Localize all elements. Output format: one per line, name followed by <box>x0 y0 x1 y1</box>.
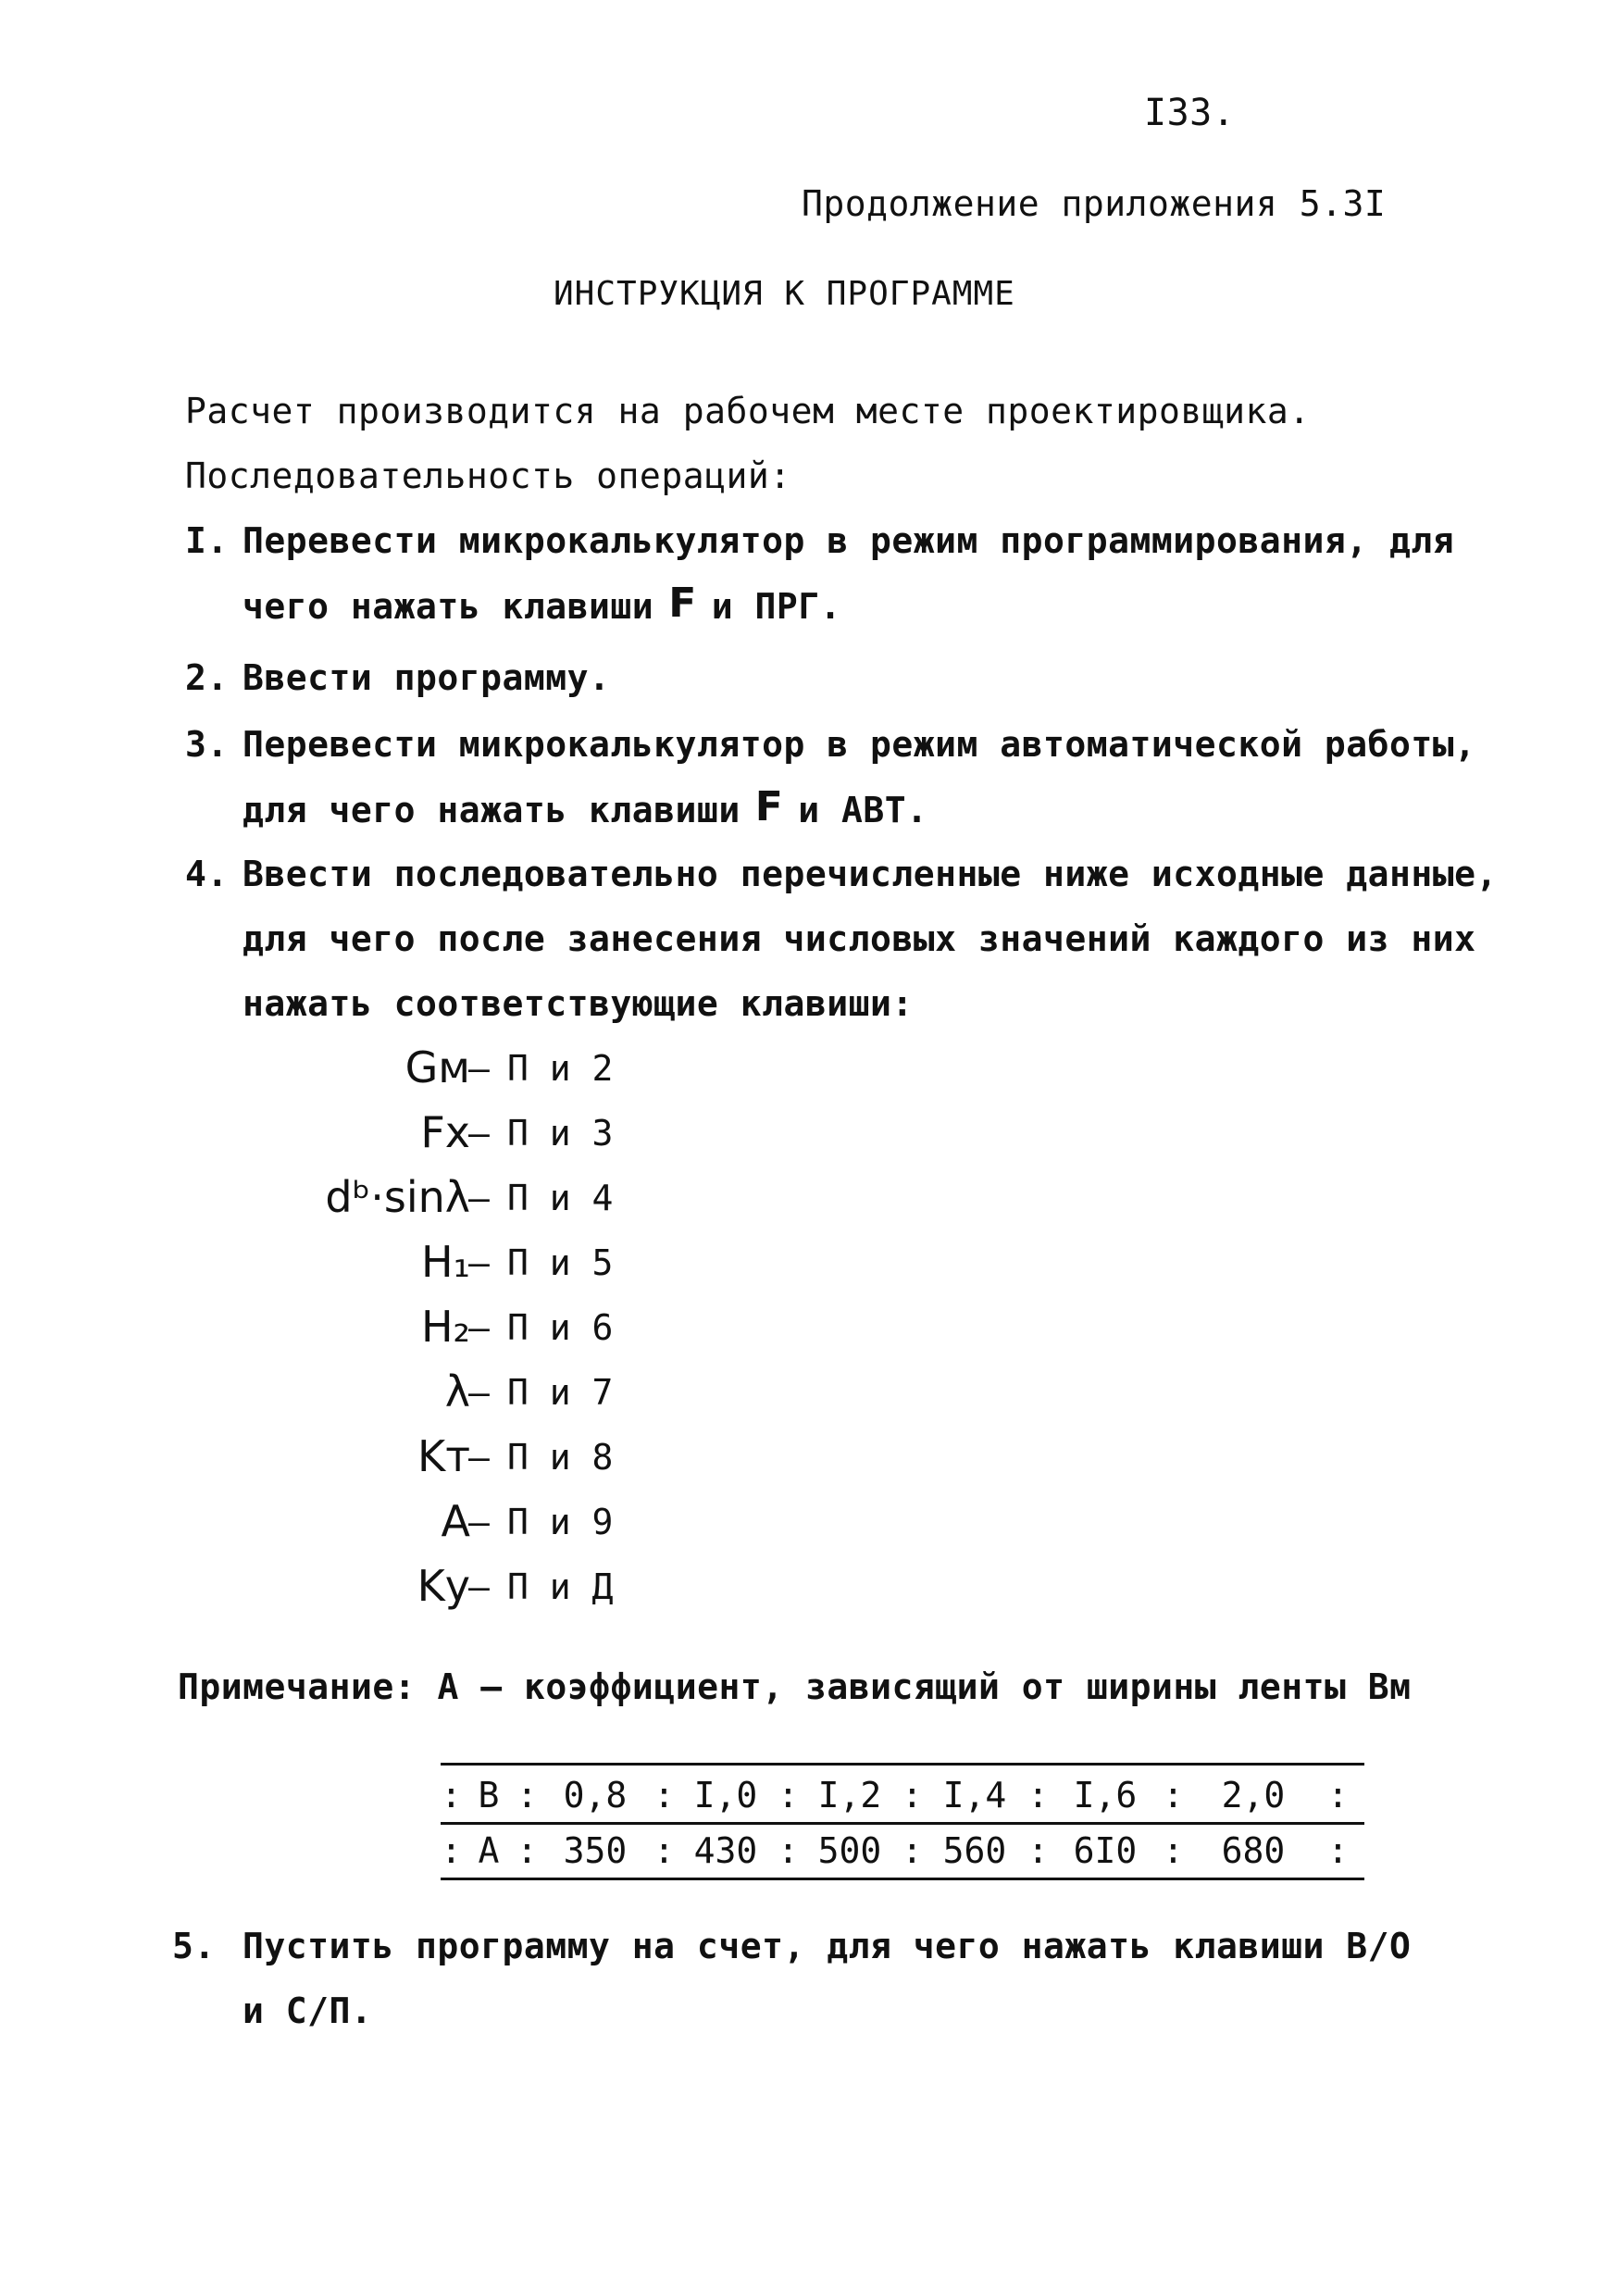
table-separator: : <box>1163 1775 1184 1816</box>
table-top-rule <box>441 1763 1364 1766</box>
step-5-line-2: и С/П. <box>243 1990 373 2031</box>
variable-dash: – <box>468 1502 490 1542</box>
step-3-text-after: и АВТ. <box>798 790 928 830</box>
page-title: ИНСТРУКЦИЯ К ПРОГРАММЕ <box>554 275 1015 313</box>
step-4-line-1: Ввести последовательно перечисленные ниже исходные данные, <box>243 854 1498 894</box>
table-separator: : <box>1163 1830 1184 1871</box>
table-separator: : <box>653 1830 675 1871</box>
step-5-line-1: Пустить программу на счет, для чего нажать клавиши В/О <box>243 1926 1412 1966</box>
variable-symbol: dᵇ·sinλ <box>325 1172 470 1222</box>
table-cell: 6I0 <box>1073 1830 1138 1871</box>
variable-dash: – <box>468 1566 490 1607</box>
step-1-text-after: и ПРГ. <box>711 586 842 627</box>
table-row-b <box>441 1770 1364 1820</box>
variable-symbol: λ <box>444 1366 470 1416</box>
variable-dash: – <box>468 1178 490 1218</box>
variable-row <box>0 1042 1618 1100</box>
table-separator: : <box>653 1775 675 1816</box>
table-cell: 2,0 <box>1221 1775 1286 1816</box>
table-separator: : <box>778 1830 799 1871</box>
f-key-symbol: F <box>668 580 697 627</box>
step-1-line-1: Перевести микрокалькулятор в режим программирования, для <box>243 520 1455 561</box>
table-cell: 430 <box>693 1830 758 1871</box>
table-cell: 350 <box>563 1830 628 1871</box>
variable-dash: – <box>468 1048 490 1089</box>
table-separator: : <box>517 1775 538 1816</box>
intro-line: Расчет производится на рабочем месте проектировщика. <box>185 391 1311 431</box>
table-middle-rule <box>441 1822 1364 1825</box>
variable-keys: П и 3 <box>507 1113 614 1154</box>
table-separator: : <box>902 1775 923 1816</box>
variable-symbol: Fх <box>420 1107 470 1157</box>
table-cell: 560 <box>942 1830 1007 1871</box>
variable-dash: – <box>468 1113 490 1154</box>
table-separator: : <box>441 1775 462 1816</box>
table-separator: : <box>778 1775 799 1816</box>
variable-keys: П и 5 <box>507 1242 614 1283</box>
variable-symbol: Kу <box>417 1561 470 1611</box>
step-number: 4. <box>185 854 229 894</box>
variable-keys: П и 9 <box>507 1502 614 1542</box>
variable-symbol: H₁ <box>420 1237 470 1287</box>
step-3-text-before: для чего нажать клавиши <box>243 790 741 830</box>
table-separator: : <box>1027 1830 1049 1871</box>
step-3-line-1: Перевести микрокалькулятор в режим автоматической работы, <box>243 724 1476 765</box>
table-separator: : <box>902 1830 923 1871</box>
step-number: 5. <box>172 1926 216 1966</box>
table-cell: I,2 <box>817 1775 882 1816</box>
variable-symbol: Kт <box>417 1431 470 1481</box>
table-bottom-rule <box>441 1878 1364 1880</box>
table-row-a <box>441 1826 1364 1876</box>
step-number: 3. <box>185 724 229 765</box>
variable-row <box>0 1431 1618 1489</box>
variable-row <box>0 1172 1618 1229</box>
variable-keys: П и 2 <box>507 1048 614 1089</box>
variable-symbol: A <box>441 1496 470 1546</box>
table-cell: I,4 <box>942 1775 1007 1816</box>
variable-dash: – <box>468 1437 490 1478</box>
step-number: 2. <box>185 657 229 698</box>
variable-row <box>0 1366 1618 1424</box>
table-row-label: B <box>478 1775 500 1816</box>
table-separator: : <box>1027 1775 1049 1816</box>
step-4-line-2: для чего после занесения числовых значений каждого из них <box>243 918 1476 959</box>
table-separator: : <box>517 1830 538 1871</box>
appendix-continuation: Продолжение приложения 5.3I <box>802 183 1387 224</box>
page-number: I33. <box>1144 92 1236 134</box>
variable-row <box>0 1496 1618 1554</box>
variable-dash: – <box>468 1242 490 1283</box>
table-separator: : <box>1327 1775 1349 1816</box>
variable-keys: П и Д <box>507 1566 614 1607</box>
variable-keys: П и 8 <box>507 1437 614 1478</box>
variable-keys: П и 6 <box>507 1307 614 1348</box>
variable-row <box>0 1561 1618 1618</box>
table-row-label: А <box>478 1830 500 1871</box>
step-1-text-before: чего нажать клавиши <box>243 586 654 627</box>
table-cell: 500 <box>817 1830 882 1871</box>
variable-symbol: Gм <box>404 1042 470 1092</box>
table-cell: 0,8 <box>563 1775 628 1816</box>
variable-keys: П и 7 <box>507 1372 614 1413</box>
variable-row <box>0 1107 1618 1165</box>
variable-symbol: H₂ <box>420 1302 470 1352</box>
table-cell: I,0 <box>693 1775 758 1816</box>
step-2-line-1: Ввести программу. <box>243 657 611 698</box>
variable-dash: – <box>468 1307 490 1348</box>
variable-row <box>0 1302 1618 1359</box>
table-cell: I,6 <box>1073 1775 1138 1816</box>
step-3-line-2 <box>243 783 928 830</box>
table-cell: 680 <box>1221 1830 1286 1871</box>
f-key-symbol: F <box>754 783 784 830</box>
step-number: I. <box>185 520 229 561</box>
step-4-line-3: нажать соответствующие клавиши: <box>243 983 914 1024</box>
variable-row <box>0 1237 1618 1294</box>
table-separator: : <box>441 1830 462 1871</box>
note-text: Примечание: А – коэффициент, зависящий от ширины ленты Bм <box>178 1666 1412 1707</box>
table-separator: : <box>1327 1830 1349 1871</box>
variable-dash: – <box>468 1372 490 1413</box>
operations-heading: Последовательность операций: <box>185 455 791 496</box>
step-1-line-2 <box>243 580 842 627</box>
variable-keys: П и 4 <box>507 1178 614 1218</box>
